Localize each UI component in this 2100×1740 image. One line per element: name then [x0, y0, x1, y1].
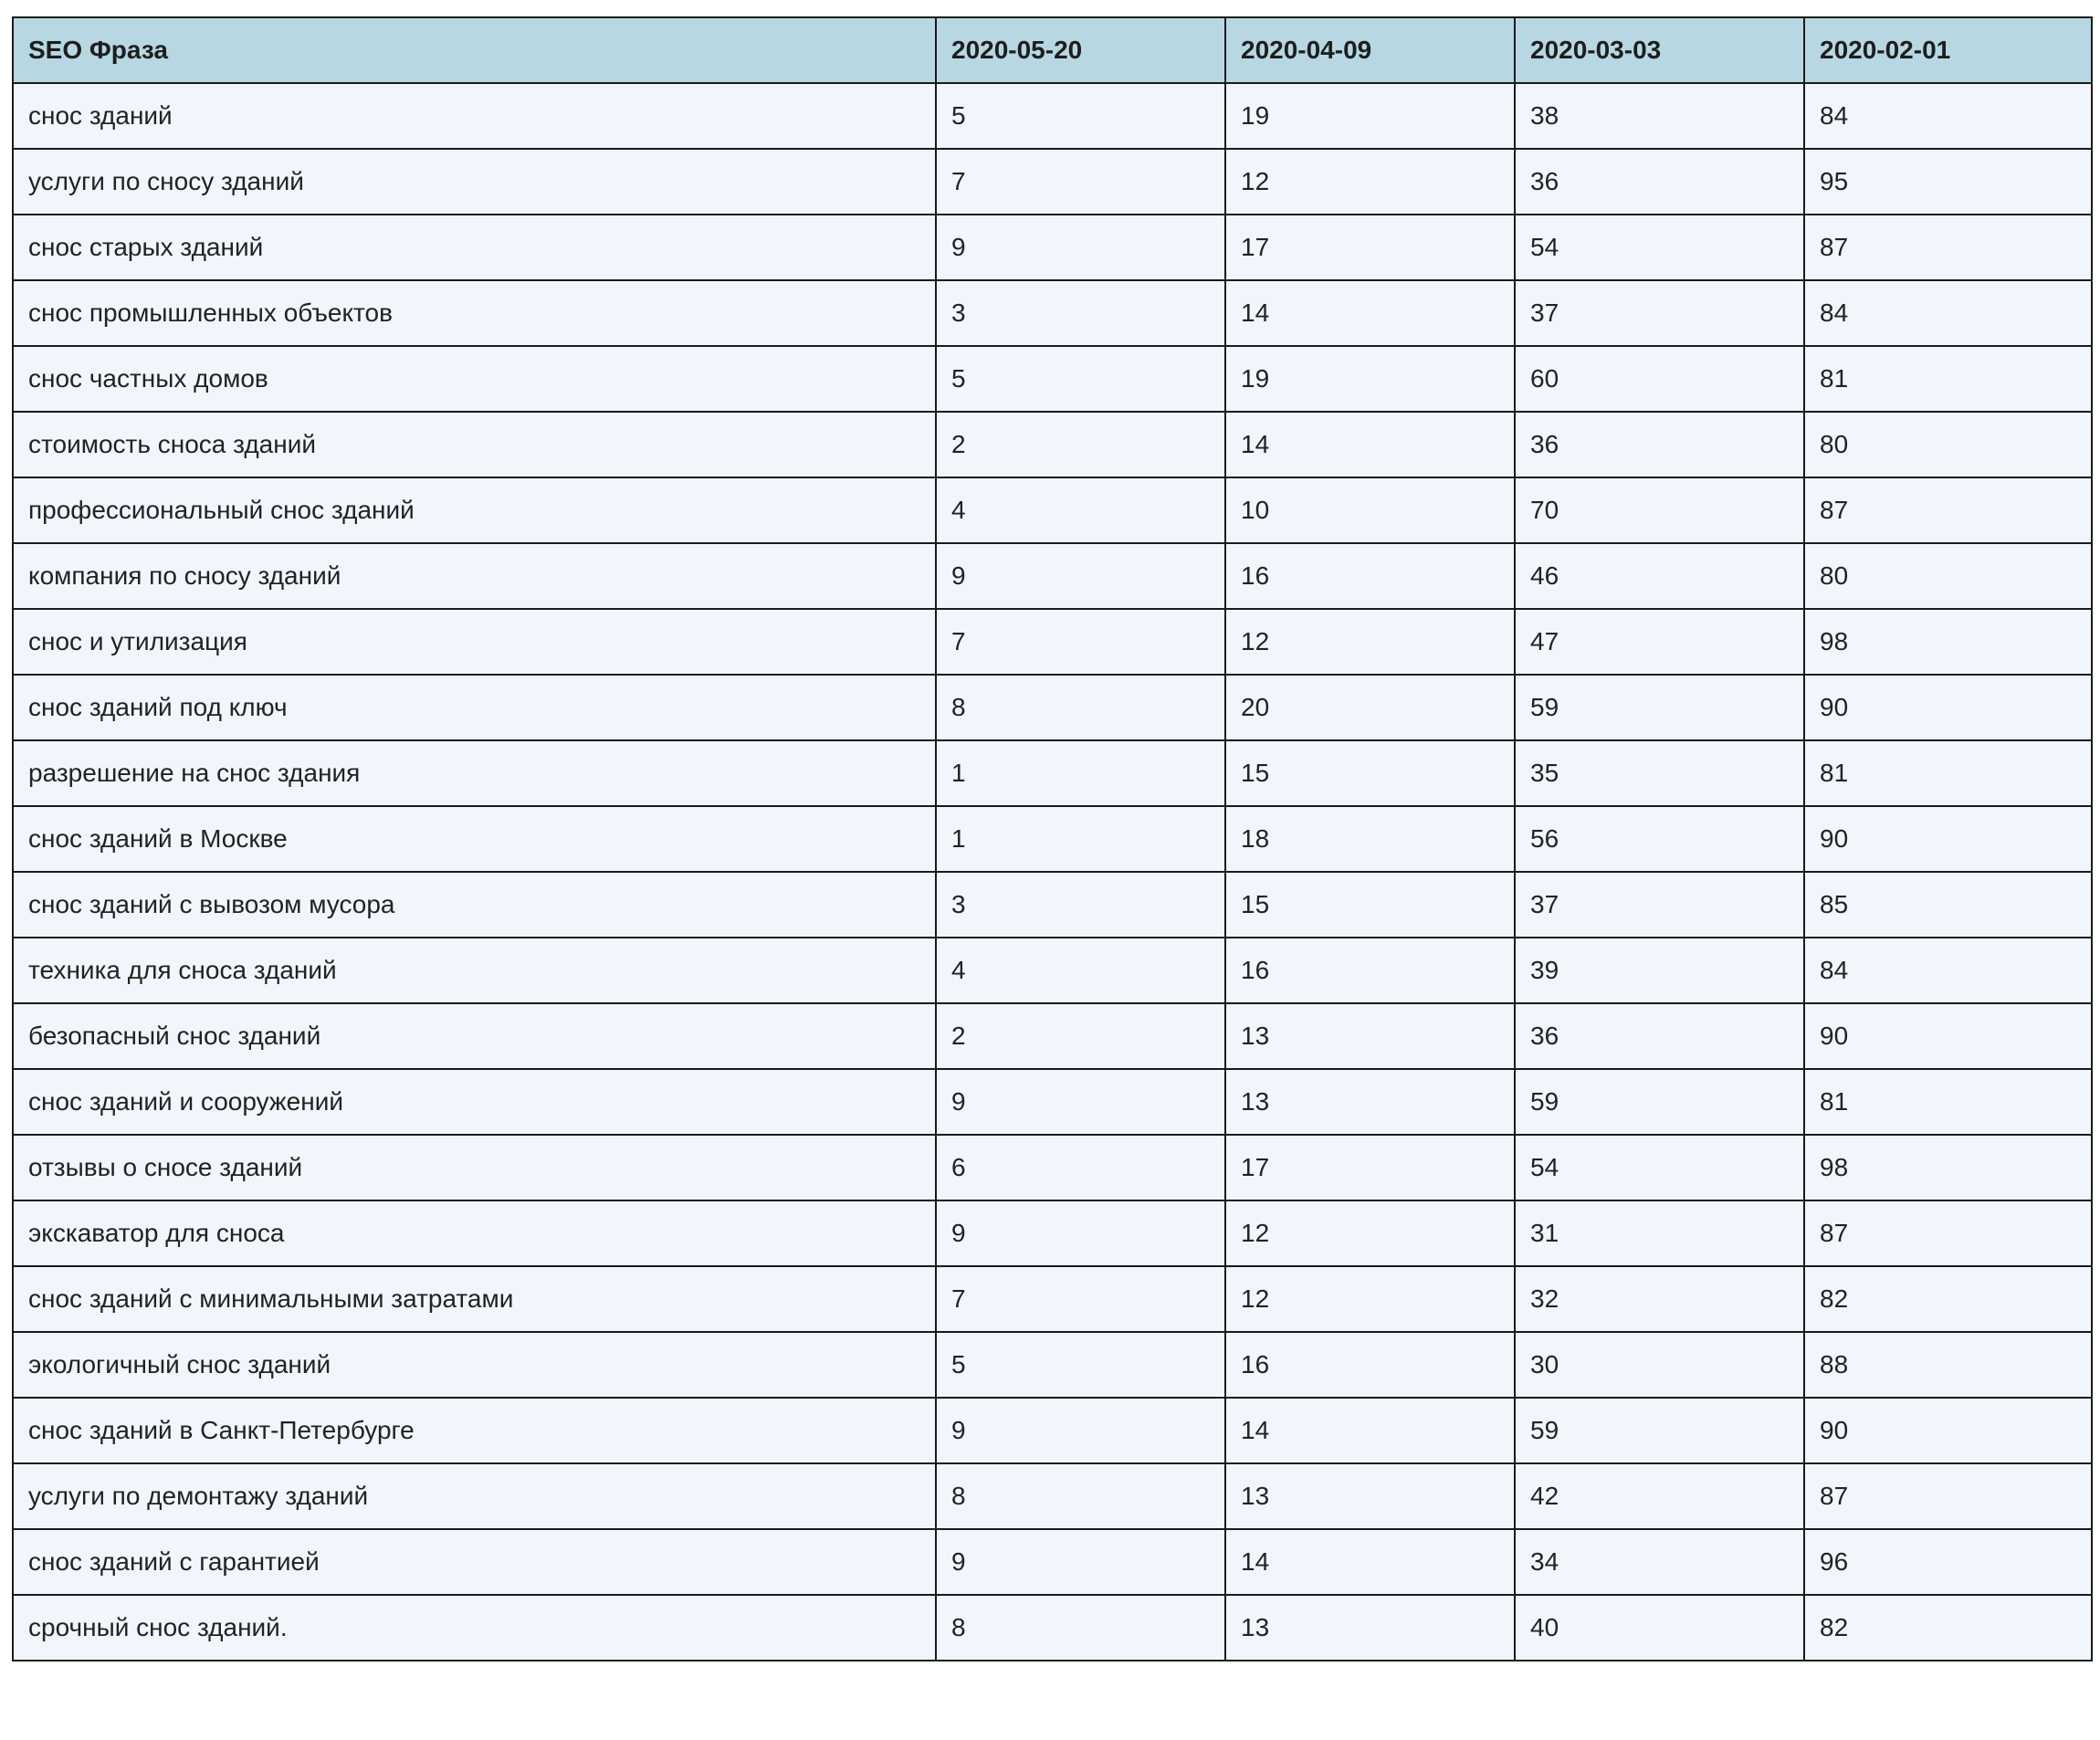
- table-row: [13, 1135, 2092, 1200]
- table-row: [13, 543, 2092, 609]
- position-cell: 85: [1804, 872, 2092, 938]
- position-cell: 87: [1804, 1200, 2092, 1266]
- table-header-row: [13, 17, 2092, 83]
- position-cell: 34: [1515, 1529, 1804, 1595]
- position-cell: 35: [1515, 740, 1804, 806]
- table-row: [13, 872, 2092, 938]
- position-cell: 18: [1225, 806, 1515, 872]
- phrase-cell: техника для сноса зданий: [13, 938, 936, 1003]
- position-cell: 40: [1515, 1595, 1804, 1661]
- position-cell: 17: [1225, 1135, 1515, 1200]
- table-row: [13, 806, 2092, 872]
- position-cell: 16: [1225, 543, 1515, 609]
- position-cell: 7: [936, 149, 1225, 215]
- position-cell: 9: [936, 215, 1225, 280]
- position-cell: 17: [1225, 215, 1515, 280]
- position-cell: 54: [1515, 215, 1804, 280]
- phrase-cell: снос зданий в Санкт-Петербурге: [13, 1398, 936, 1463]
- position-cell: 16: [1225, 1332, 1515, 1398]
- position-cell: 87: [1804, 477, 2092, 543]
- table-row: [13, 412, 2092, 477]
- position-cell: 14: [1225, 1398, 1515, 1463]
- position-cell: 19: [1225, 83, 1515, 149]
- position-cell: 80: [1804, 543, 2092, 609]
- position-cell: 46: [1515, 543, 1804, 609]
- position-cell: 9: [936, 543, 1225, 609]
- table-row: [13, 1332, 2092, 1398]
- position-cell: 13: [1225, 1069, 1515, 1135]
- phrase-cell: срочный снос зданий.: [13, 1595, 936, 1661]
- position-cell: 16: [1225, 938, 1515, 1003]
- phrase-cell: безопасный снос зданий: [13, 1003, 936, 1069]
- phrase-cell: экологичный снос зданий: [13, 1332, 936, 1398]
- position-cell: 39: [1515, 938, 1804, 1003]
- position-cell: 70: [1515, 477, 1804, 543]
- position-cell: 84: [1804, 83, 2092, 149]
- table-row: [13, 675, 2092, 740]
- table-row: [13, 609, 2092, 675]
- phrase-cell: услуги по сносу зданий: [13, 149, 936, 215]
- position-cell: 36: [1515, 412, 1804, 477]
- position-cell: 90: [1804, 806, 2092, 872]
- position-cell: 13: [1225, 1003, 1515, 1069]
- position-cell: 59: [1515, 675, 1804, 740]
- position-cell: 80: [1804, 412, 2092, 477]
- table-row: [13, 1200, 2092, 1266]
- column-header-date: 2020-04-09: [1225, 17, 1515, 83]
- position-cell: 30: [1515, 1332, 1804, 1398]
- position-cell: 12: [1225, 609, 1515, 675]
- position-cell: 12: [1225, 149, 1515, 215]
- table-row: [13, 938, 2092, 1003]
- position-cell: 90: [1804, 1398, 2092, 1463]
- column-header-phrase: SEO Фраза: [13, 17, 936, 83]
- position-cell: 59: [1515, 1398, 1804, 1463]
- position-cell: 4: [936, 938, 1225, 1003]
- table-row: [13, 1398, 2092, 1463]
- position-cell: 8: [936, 1595, 1225, 1661]
- phrase-cell: снос зданий в Москве: [13, 806, 936, 872]
- position-cell: 7: [936, 1266, 1225, 1332]
- table-row: [13, 280, 2092, 346]
- position-cell: 5: [936, 346, 1225, 412]
- position-cell: 54: [1515, 1135, 1804, 1200]
- position-cell: 3: [936, 280, 1225, 346]
- phrase-cell: снос зданий: [13, 83, 936, 149]
- column-header-date: 2020-05-20: [936, 17, 1225, 83]
- phrase-cell: компания по сносу зданий: [13, 543, 936, 609]
- table-row: [13, 83, 2092, 149]
- position-cell: 42: [1515, 1463, 1804, 1529]
- position-cell: 36: [1515, 1003, 1804, 1069]
- position-cell: 32: [1515, 1266, 1804, 1332]
- table-body: [13, 83, 2092, 1661]
- position-cell: 3: [936, 872, 1225, 938]
- position-cell: 82: [1804, 1266, 2092, 1332]
- position-cell: 37: [1515, 280, 1804, 346]
- column-header-date: 2020-03-03: [1515, 17, 1804, 83]
- phrase-cell: разрешение на снос здания: [13, 740, 936, 806]
- position-cell: 13: [1225, 1595, 1515, 1661]
- position-cell: 19: [1225, 346, 1515, 412]
- position-cell: 5: [936, 83, 1225, 149]
- table-row: [13, 1266, 2092, 1332]
- phrase-cell: снос зданий под ключ: [13, 675, 936, 740]
- seo-table-container: [12, 16, 2091, 1661]
- position-cell: 81: [1804, 346, 2092, 412]
- table-row: [13, 1529, 2092, 1595]
- position-cell: 1: [936, 806, 1225, 872]
- table-row: [13, 1069, 2092, 1135]
- position-cell: 38: [1515, 83, 1804, 149]
- phrase-cell: снос зданий с минимальными затратами: [13, 1266, 936, 1332]
- column-header-date: 2020-02-01: [1804, 17, 2092, 83]
- position-cell: 5: [936, 1332, 1225, 1398]
- table-row: [13, 477, 2092, 543]
- table-row: [13, 1003, 2092, 1069]
- position-cell: 12: [1225, 1266, 1515, 1332]
- position-cell: 31: [1515, 1200, 1804, 1266]
- position-cell: 13: [1225, 1463, 1515, 1529]
- position-cell: 84: [1804, 280, 2092, 346]
- phrase-cell: услуги по демонтажу зданий: [13, 1463, 936, 1529]
- position-cell: 59: [1515, 1069, 1804, 1135]
- position-cell: 84: [1804, 938, 2092, 1003]
- position-cell: 98: [1804, 609, 2092, 675]
- position-cell: 2: [936, 1003, 1225, 1069]
- position-cell: 90: [1804, 1003, 2092, 1069]
- phrase-cell: отзывы о сносе зданий: [13, 1135, 936, 1200]
- position-cell: 37: [1515, 872, 1804, 938]
- position-cell: 14: [1225, 412, 1515, 477]
- table-row: [13, 1463, 2092, 1529]
- phrase-cell: экскаватор для сноса: [13, 1200, 936, 1266]
- phrase-cell: снос зданий с гарантией: [13, 1529, 936, 1595]
- position-cell: 81: [1804, 1069, 2092, 1135]
- phrase-cell: снос промышленных объектов: [13, 280, 936, 346]
- phrase-cell: снос старых зданий: [13, 215, 936, 280]
- position-cell: 7: [936, 609, 1225, 675]
- position-cell: 15: [1225, 740, 1515, 806]
- position-cell: 82: [1804, 1595, 2092, 1661]
- position-cell: 47: [1515, 609, 1804, 675]
- position-cell: 15: [1225, 872, 1515, 938]
- position-cell: 87: [1804, 215, 2092, 280]
- position-cell: 96: [1804, 1529, 2092, 1595]
- position-cell: 2: [936, 412, 1225, 477]
- position-cell: 87: [1804, 1463, 2092, 1529]
- seo-positions-table: [12, 16, 2093, 1661]
- table-row: [13, 346, 2092, 412]
- position-cell: 36: [1515, 149, 1804, 215]
- phrase-cell: снос и утилизация: [13, 609, 936, 675]
- phrase-cell: снос зданий с вывозом мусора: [13, 872, 936, 938]
- position-cell: 8: [936, 1463, 1225, 1529]
- table-row: [13, 740, 2092, 806]
- position-cell: 88: [1804, 1332, 2092, 1398]
- position-cell: 56: [1515, 806, 1804, 872]
- position-cell: 20: [1225, 675, 1515, 740]
- table-row: [13, 1595, 2092, 1661]
- phrase-cell: снос частных домов: [13, 346, 936, 412]
- position-cell: 90: [1804, 675, 2092, 740]
- position-cell: 9: [936, 1200, 1225, 1266]
- position-cell: 98: [1804, 1135, 2092, 1200]
- position-cell: 12: [1225, 1200, 1515, 1266]
- position-cell: 9: [936, 1529, 1225, 1595]
- position-cell: 6: [936, 1135, 1225, 1200]
- position-cell: 95: [1804, 149, 2092, 215]
- phrase-cell: профессиональный снос зданий: [13, 477, 936, 543]
- position-cell: 81: [1804, 740, 2092, 806]
- phrase-cell: стоимость сноса зданий: [13, 412, 936, 477]
- position-cell: 14: [1225, 280, 1515, 346]
- position-cell: 14: [1225, 1529, 1515, 1595]
- position-cell: 9: [936, 1398, 1225, 1463]
- position-cell: 10: [1225, 477, 1515, 543]
- table-row: [13, 215, 2092, 280]
- position-cell: 1: [936, 740, 1225, 806]
- table-row: [13, 149, 2092, 215]
- position-cell: 60: [1515, 346, 1804, 412]
- phrase-cell: снос зданий и сооружений: [13, 1069, 936, 1135]
- position-cell: 4: [936, 477, 1225, 543]
- position-cell: 9: [936, 1069, 1225, 1135]
- position-cell: 8: [936, 675, 1225, 740]
